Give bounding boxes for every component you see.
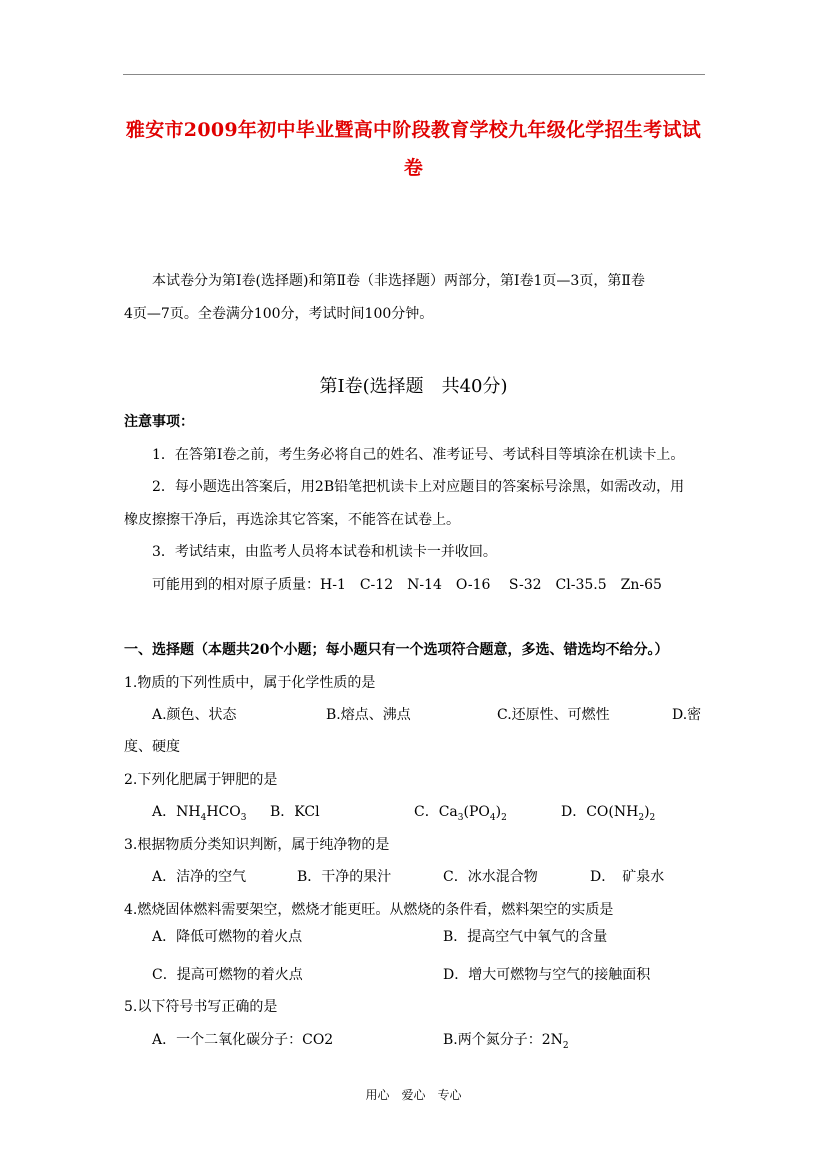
q3-option-b: B．干净的果汁 xyxy=(297,869,392,885)
q3-option-c: C．冰水混合物 xyxy=(443,869,538,885)
q1-option-c: C.还原性、可燃性 xyxy=(497,707,610,723)
q2-option-b: B．KCl xyxy=(270,804,320,820)
q4-option-d: D．增大可燃物与空气的接触面积 xyxy=(443,967,651,983)
q4-option-b: B．提高空气中氧气的含量 xyxy=(443,929,608,945)
q3-stem: 3.根据物质分类知识判断，属于纯净物的是 xyxy=(124,837,390,853)
q1-option-d-cont: 度、硬度 xyxy=(124,739,180,755)
q1-option-a: A.颜色、状态 xyxy=(152,707,237,723)
q5-option-b: B.两个氮分子：$2N_2$ xyxy=(443,1032,569,1051)
q1-option-d: D.密 xyxy=(672,707,702,723)
note-2: 2．每小题选出答案后，用2B铅笔把机读卡上对应题目的答案标号涂黑，如需改动，用 xyxy=(152,479,685,495)
page-footer: 用心 爱心 专心 xyxy=(365,1088,462,1102)
note-3: 3．考试结束，由监考人员将本试卷和机读卡一并收回。 xyxy=(152,544,497,560)
q1-stem: 1.物质的下列性质中，属于化学性质的是 xyxy=(124,675,376,691)
intro-line1: 本试卷分为第Ⅰ卷(选择题)和第Ⅱ卷（非选择题）两部分，第Ⅰ卷1页—3页，第Ⅱ卷 xyxy=(152,273,645,289)
q3-option-d: D． 矿泉水 xyxy=(590,869,665,885)
q4-option-c: C．提高可燃物的着火点 xyxy=(152,967,303,983)
atomic-masses: 可能用到的相对原子质量：H-1 C-12 N-14 O-16 S-32 Cl-35.5 Zn-65 xyxy=(152,577,662,593)
q4-stem: 4.燃烧固体燃料需要架空，燃烧才能更旺。从燃烧的条件看，燃料架空的实质是 xyxy=(124,902,614,918)
q2-option-a: A．$NH_4HCO_3$ xyxy=(152,804,247,823)
exam-title-line2: 卷 xyxy=(403,157,424,179)
q2-option-d: D．$CO(NH_2)_2$ xyxy=(561,804,656,823)
intro-line2: 4页—7页。全卷满分100分，考试时间100分钟。 xyxy=(124,306,434,322)
q4-option-a: A．降低可燃物的着火点 xyxy=(152,929,303,945)
header-rule xyxy=(123,74,705,75)
q2-option-c: C．$Ca_3(PO_4)_2$ xyxy=(414,804,507,823)
q5-stem: 5.以下符号书写正确的是 xyxy=(124,999,278,1015)
exam-title-line1: 雅安市2009年初中毕业暨高中阶段教育学校九年级化学招生考试试 xyxy=(125,119,702,141)
q3-option-a: A．洁净的空气 xyxy=(152,869,247,885)
q5-option-a: A．一个二氧化碳分子：CO2 xyxy=(152,1032,334,1048)
q1-option-b: B.熔点、沸点 xyxy=(326,707,411,723)
note-1: 1．在答第Ⅰ卷之前，考生务必将自己的姓名、准考证号、考试科目等填涂在机读卡上。 xyxy=(152,447,685,463)
part1-title: 第Ⅰ卷(选择题 共40分) xyxy=(319,376,508,397)
notes-heading: 注意事项： xyxy=(124,414,194,430)
q2-stem: 2.下列化肥属于钾肥的是 xyxy=(124,772,278,788)
section1-heading: 一、选择题（本题共20个小题；每小题只有一个选项符合题意，多选、错选均不给分。） xyxy=(124,642,669,658)
note-2-cont: 橡皮擦擦干净后，再选涂其它答案，不能答在试卷上。 xyxy=(124,512,460,528)
